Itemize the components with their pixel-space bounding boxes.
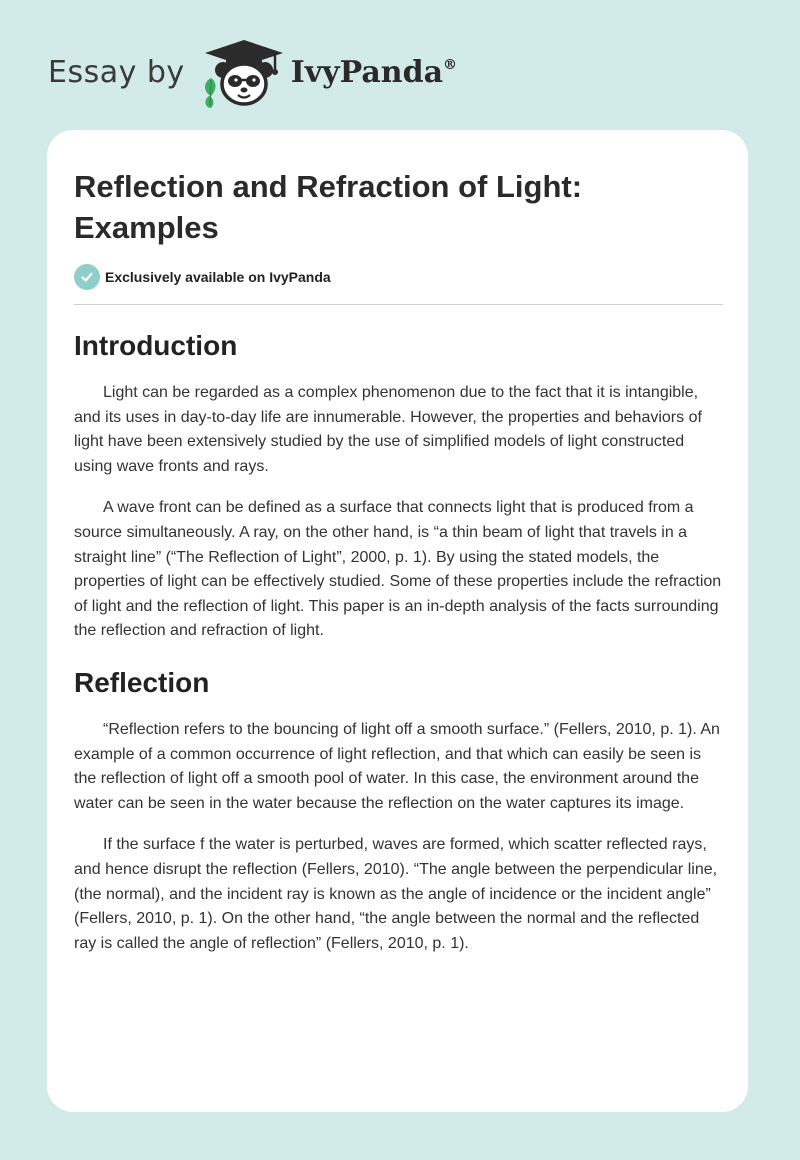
- brand-name[interactable]: IvyPanda®: [290, 54, 458, 90]
- divider: [74, 304, 723, 305]
- article-card: [47, 130, 748, 1112]
- paragraph: If the surface f the water is perturbed, waves are formed, which scatter reflected rays, and hence disrupt the reflection (Fellers, 2010). “The angle between the perpendicular line, (the normal), and the incident ray is known as the angle of incidence or the incident angle” (Fellers, 2010, p. 1). On the other hand, “the angle between the normal and the reflected ray is called the angle of reflection” (Fellers, 2010, p. 1).: [74, 836, 718, 952]
- site-header: [48, 36, 457, 108]
- essay-by-label: Essay by: [48, 54, 185, 90]
- check-circle-icon: [74, 264, 100, 290]
- exclusive-badge: [74, 262, 723, 292]
- article-content: [74, 130, 723, 973]
- panda-logo-icon[interactable]: [199, 36, 289, 108]
- paragraph: “Reflection refers to the bouncing of light off a smooth surface.” (Fellers, 2010, p. 1). An example of a common occurrence of light reflection, and that which can easily be seen is the reflection of light off a smooth pool of water. In this case, the environment around the water can be seen in the water because the reflection on the water captures its image.: [74, 720, 720, 812]
- article-title: Reflection and Refraction of Light: Examples: [74, 169, 583, 245]
- paragraph: Light can be regarded as a complex phenomenon due to the fact that it is intangible, and its uses in day-to-day life are innumerable. However, the properties and behaviors of light have been extensively studied by the use of simplified models of light constructed using wave fronts and rays.: [74, 384, 702, 475]
- exclusive-label: Exclusively available on IvyPanda: [105, 269, 331, 285]
- section-heading-introduction: Introduction: [74, 330, 238, 361]
- registered-mark: ®: [443, 56, 458, 73]
- section-heading-reflection: Reflection: [74, 666, 210, 698]
- paragraph: A wave front can be defined as a surface that connects light that is produced from a source simultaneously. A ray, on the other hand, is “a thin beam of light that travels in a straight line” (“The Reflection of Light”, 2000, p. 1). By using the stated models, the properties of light can be effectively studied. Some of these properties include the refraction of light and the reflection of light. This paper is an in-depth analysis of the facts surrounding the reflection and refraction of light.: [74, 499, 722, 640]
